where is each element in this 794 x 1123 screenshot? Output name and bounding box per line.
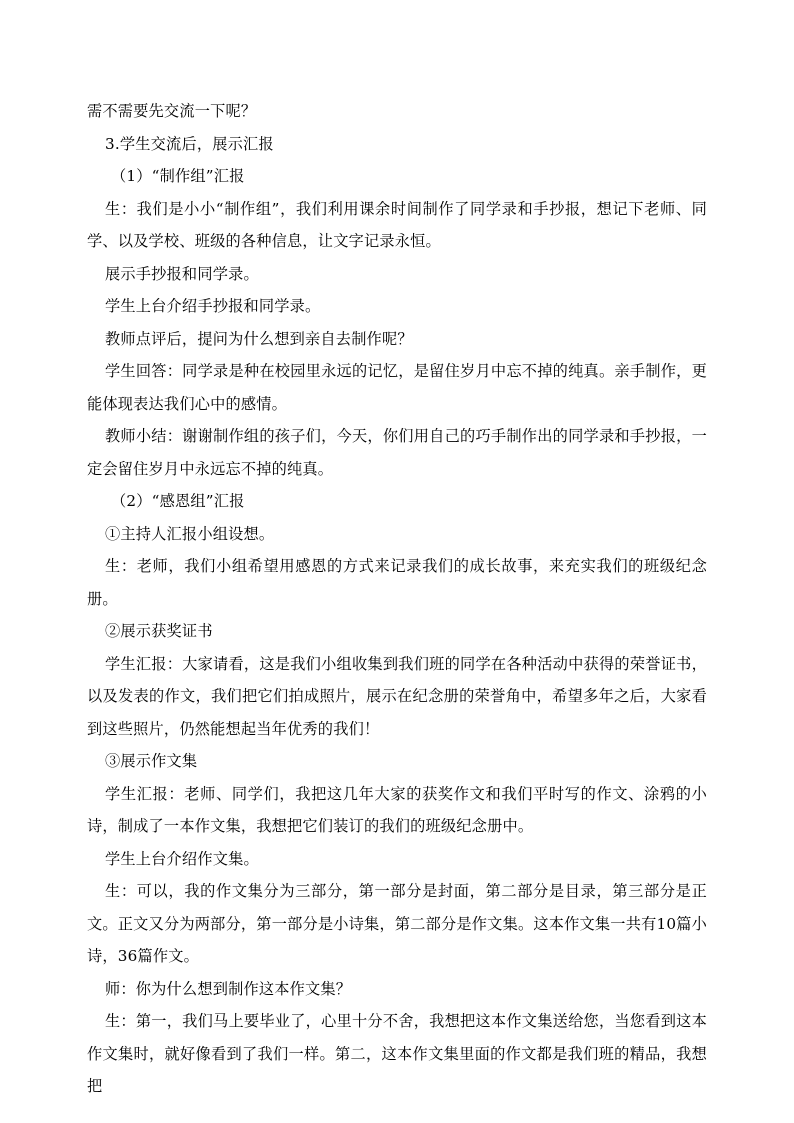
paragraph-student-production-intro: 生：我们是小小“制作组”，我们利用课余时间制作了同学录和手抄报，想记下老师、同学、以及学校、班级的各种信息，让文字记录永恒。 bbox=[87, 199, 707, 250]
paragraph-student-introduce: 学生上台介绍手抄报和同学录。 bbox=[105, 297, 321, 315]
paragraph-show-certificates: ②展示获奖证书 bbox=[105, 622, 213, 640]
paragraph-essay-report: 学生汇报：老师、同学们，我把这几年大家的获奖作文和我们平时写的作文、涂鸦的小诗，制成了一本作文集，我想把它们装订的我们的班级纪念册中。 bbox=[87, 784, 707, 835]
subheading-production-group: （1）“制作组”汇报 bbox=[111, 167, 245, 185]
subheading-gratitude-group: （2）“感恩组”汇报 bbox=[111, 492, 245, 510]
paragraph-continued-question: 需不需要先交流一下呢？ bbox=[87, 102, 257, 120]
paragraph-student-answer: 学生回答：同学录是种在校园里永远的记忆，是留住岁月中忘不掉的纯真。亲手制作，更能体现表达我们心中的感情。 bbox=[87, 362, 707, 413]
paragraph-show-handmade: 展示手抄报和同学录。 bbox=[105, 264, 259, 283]
document-body bbox=[87, 95, 707, 1103]
step-heading-3: 3.学生交流后，展示汇报 bbox=[105, 134, 274, 153]
paragraph-teacher-why: 师：你为什么想到制作这本作文集？ bbox=[105, 979, 352, 998]
paragraph-introduce-essays: 学生上台介绍作文集。 bbox=[105, 849, 259, 868]
paragraph-host-report: ①主持人汇报小组设想。 bbox=[105, 524, 275, 543]
paragraph-certificates-report: 学生汇报：大家请看，这是我们小组收集到我们班的同学在各种活动中获得的荣誉证书，以及发表的作文，我们把它们拍成照片，展示在纪念册的荣誉角中，希望多年之后，大家看到这些照片，仍然能想起当年优秀的我们！ bbox=[87, 654, 707, 738]
paragraph-show-essay-collection: ③展示作文集 bbox=[105, 752, 198, 770]
paragraph-student-gratitude: 生：老师，我们小组希望用感恩的方式来记录我们的成长故事，来充实我们的班级纪念册。 bbox=[87, 557, 707, 608]
paragraph-teacher-question: 教师点评后，提问为什么想到亲自去制作呢？ bbox=[105, 329, 413, 348]
paragraph-essay-structure: 生：可以，我的作文集分为三部分，第一部分是封面，第二部分是目录，第三部分是正文。正文又分为两部分，第一部分是小诗集，第二部分是作文集。这本作文集一共有10篇小诗，36篇作文。 bbox=[87, 882, 707, 965]
paragraph-teacher-summary: 教师小结：谢谢制作组的孩子们，今天，你们用自己的巧手制作出的同学录和手抄报，一定会留住岁月中永远忘不掉的纯真。 bbox=[87, 427, 707, 478]
paragraph-student-reasons: 生：第一，我们马上要毕业了，心里十分不舍，我想把这本作文集送给您，当您看到这本作文集时，就好像看到了我们一样。第二，这本作文集里面的作文都是我们班的精品，我想把 bbox=[87, 1012, 707, 1095]
